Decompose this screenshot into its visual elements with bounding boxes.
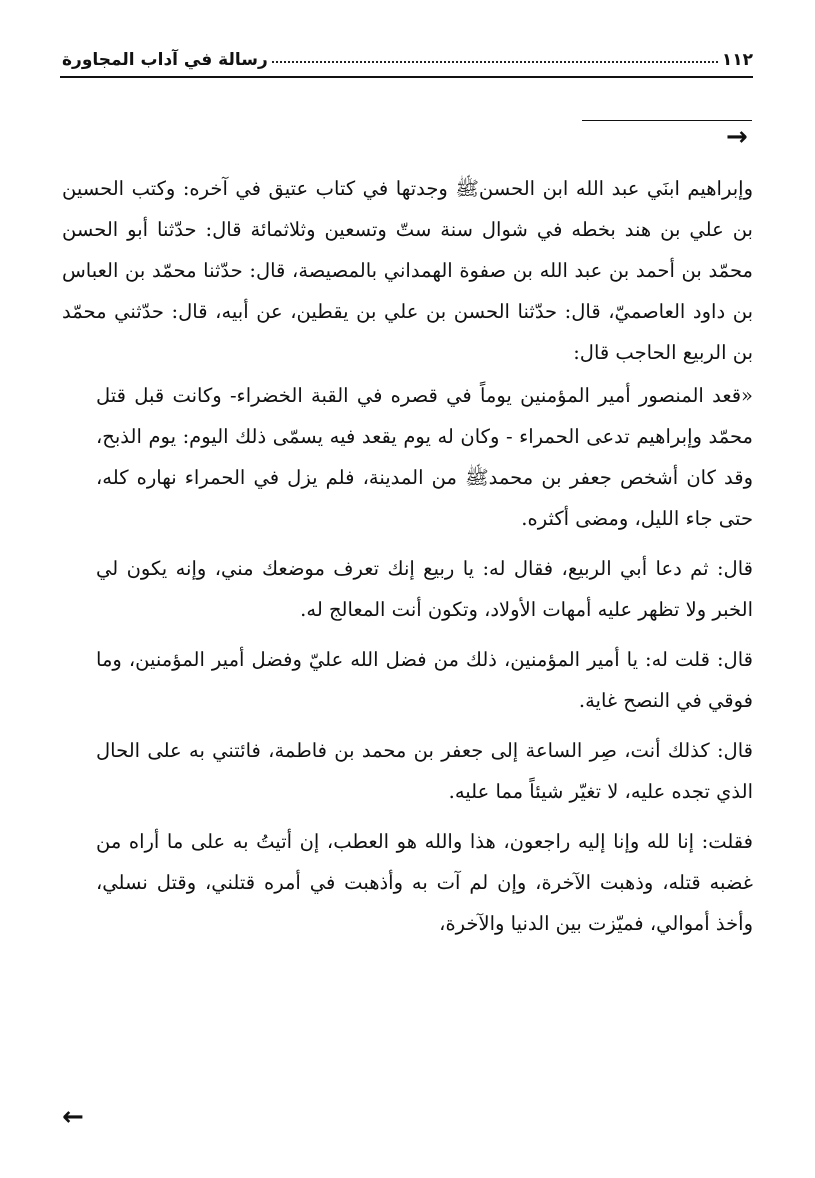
book-title: رسالة في آداب المجاورة	[62, 50, 268, 70]
page-number: ١١٢	[721, 50, 753, 70]
header-dot-leader	[272, 61, 718, 63]
footnote-continuation-rule	[582, 120, 752, 121]
intro-paragraph: وإبراهيم ابنَي عبد الله ابن الحسنﷺ وجدتها في كتاب عتيق في آخره: وكتب الحسين بن علي بن هند بخطه في شوال سنة ستّ وتسعين وثلاثمائة قال: حدّثنا أبو الحسن محمّد بن أحمد بن عبد الله بن صفوة الهمداني بالمصيصة، قال: حدّثنا محمّد بن العباس بن داود العاصميّ، قال: حدّثنا الحسن بن علي بن يقطين، عن أبيه، قال: حدّثني محمّد بن الربيع الحاجب قال:	[62, 177, 753, 364]
continuation-arrow-icon: →	[726, 122, 748, 152]
header-rule	[60, 76, 753, 78]
narration-block	[96, 375, 753, 944]
narration-paragraph: قال: كذلك أنت، صِر الساعة إلى جعفر بن محمد بن فاطمة، فائتني به على الحال الذي تجده عليه، لا تغيّر شيئاً مما عليه.	[96, 739, 753, 803]
next-page-arrow-icon: ←	[62, 1102, 84, 1132]
narration-paragraph: فقلت: إنا لله وإنا إليه راجعون، هذا والله هو العطب، إن أتيتُ به على ما أراه من غضبه قتله، وذهبت الآخرة، وإن لم آت به وأذهبت في أمره قتلني، وقتل نسلي، وأخذ أموالي، فميّزت بين الدنيا والآخرة،	[96, 830, 753, 935]
narration-paragraph: قال: قلت له: يا أمير المؤمنين، ذلك من فضل الله عليّ وفضل أمير المؤمنين، وما فوقي في النصح غاية.	[96, 648, 753, 712]
page-body	[62, 168, 753, 944]
narration-paragraph: قال: ثم دعا أبي الربيع، فقال له: يا ربيع إنك تعرف موضعك مني، وإنه يكون لي الخبر ولا تظهر عليه أمهات الأولاد، وتكون أنت المعالج له.	[96, 557, 753, 621]
narration-paragraph: «قعد المنصور أمير المؤمنين يوماً في قصره في القبة الخضراء- وكانت قبل قتل محمّد وإبراهيم تدعى الحمراء - وكان له يوم يقعد فيه يسمّى ذلك اليوم: يوم الذبح، وقد كان أشخص جعفر بن محمدﷺ من المدينة، فلم يزل في الحمراء نهاره كله، حتى جاء الليل، ومضى أكثره.	[96, 384, 753, 530]
running-header	[62, 36, 753, 70]
